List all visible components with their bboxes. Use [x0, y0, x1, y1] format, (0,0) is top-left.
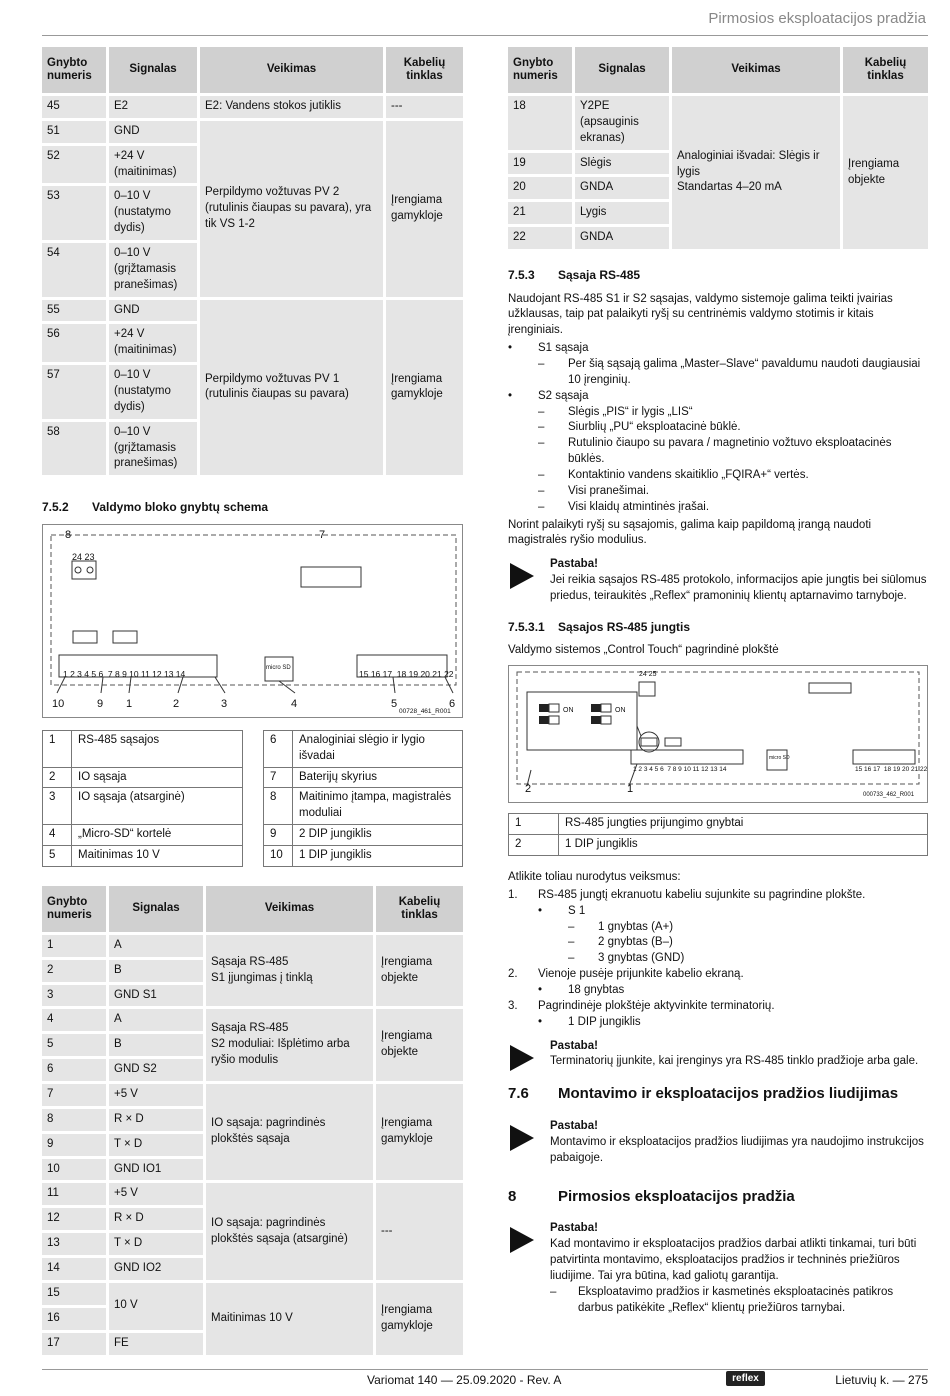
callout-5: 5 — [391, 697, 398, 710]
list-item: • S 1 — [538, 904, 586, 917]
cell: 15 — [42, 1283, 106, 1305]
paragraph: Norint palaikyti ryšį su sąsajomis, galima kaip papildomą įrangą naudoti magistralės ryšio modulius. — [508, 518, 872, 547]
cell-group: Įrengiama gamykloje — [376, 1084, 463, 1180]
cell: 2 — [42, 960, 106, 982]
cell: 0–10 V (grįžtamasis pranešimas) — [109, 422, 197, 476]
list-item: – Siurblių „PU“ eksploatacinė būklė. — [538, 421, 741, 434]
cell: 3 — [42, 985, 106, 1007]
cell: 5 — [43, 846, 72, 867]
cell: GND S2 — [109, 1059, 203, 1081]
cell: 0–10 V (nustatymo dydis) — [109, 186, 197, 240]
cell: T × D — [109, 1134, 203, 1156]
cell: 6 — [42, 1059, 106, 1081]
gap — [243, 846, 264, 867]
cell: 11 — [42, 1183, 106, 1205]
cell: 12 — [42, 1208, 106, 1230]
cell: 16 — [42, 1308, 106, 1330]
cell-group: --- — [376, 1183, 463, 1279]
cell: 1 — [42, 935, 106, 957]
cell: 55 — [42, 300, 106, 322]
th-function: Veikimas — [200, 47, 383, 93]
cell: +24 V (maitinimas) — [109, 146, 197, 184]
cell: 9 — [264, 825, 293, 846]
note-arrow-icon — [510, 1227, 534, 1253]
cell: Maitinimo įtampa, magistralės moduliai — [293, 788, 463, 825]
cell-group: Įrengiama gamykloje — [376, 1283, 463, 1355]
list-item: – Kontaktinio vandens skaitiklio „FQIRA+“ vertės. — [538, 469, 809, 482]
cell-group: IO sąsaja: pagrindinės plokštės sąsaja (atsarginė) — [206, 1183, 373, 1279]
paragraph: Valdymo sistemos „Control Touch“ pagrindinė plokštė — [508, 644, 779, 657]
list-item: • S1 sąsaja — [508, 342, 589, 355]
footer-page: Lietuvių k. — 275 — [835, 1373, 928, 1387]
cell: Y2PE (apsauginis ekranas) — [575, 96, 669, 150]
cell: 10 — [264, 846, 293, 867]
callout-6: 6 — [449, 697, 456, 710]
cell: 1 — [43, 730, 72, 767]
terminal-table-1-17 — [39, 883, 466, 1358]
cell: 8 — [42, 1109, 106, 1131]
drawing-code: 000733_462_R001 — [863, 792, 915, 799]
cell: 1 DIP jungiklis — [293, 846, 463, 867]
cell: FE — [109, 1333, 203, 1355]
cell: GNDA — [575, 227, 669, 249]
cell-group: Maitinimas 10 V — [206, 1283, 373, 1355]
cell: 2 — [43, 767, 72, 788]
cell: „Micro-SD“ kortelė — [72, 825, 243, 846]
list-item: – 3 gnybtas (GND) — [568, 952, 685, 965]
dip-on-label: ON — [615, 707, 626, 715]
cell: 13 — [42, 1233, 106, 1255]
left-column — [42, 47, 463, 1355]
list-item: • 18 gnybtas — [538, 984, 625, 997]
section-7-6: 7.6 Montavimo ir eksploatacijos pradžios liudijimas — [508, 1085, 899, 1103]
cell: 51 — [42, 121, 106, 143]
list-item: – Visi klaidų atmintinės įrašai. — [538, 500, 710, 513]
th-cable: Kabelių tinklas — [843, 47, 928, 93]
running-header: Pirmosios eksploatacijos pradžia — [708, 10, 926, 27]
callout-2: 2 — [525, 783, 532, 796]
note-box: Pastaba! Jei reikia sąsajos RS-485 protokolo, informacijos apie jungtis bei siūlomus priedus, teiraukitės „Reflex“ pramoninių klientų aptarnavimo tarnyboje. — [508, 557, 928, 605]
list-item: – 1 gnybtas (A+) — [568, 920, 674, 933]
section-7-5-3-1: 7.5.3.1 Sąsajos RS-485 jungtis — [508, 619, 691, 634]
cell: E2: Vandens stokos jutiklis — [200, 96, 383, 118]
cell: 19 — [508, 153, 572, 175]
list-item: – Eksploatavimo pradžios ir kasmetinės eksploatacinės patikros darbus patikėkite „Reflex“ klientų priežiūros tarnybai. — [550, 1285, 894, 1314]
cell-group: Įrengiama objekte — [376, 1009, 463, 1081]
note-arrow-icon — [510, 1045, 534, 1071]
cell-pv2: Perpildymo vožtuvas PV 2 (rutulinis čiaupas su pavara), yra tik VS 1-2 — [200, 121, 383, 297]
cell-10v: 10 V — [109, 1283, 203, 1330]
list-item: – Per šią sąsają galima „Master–Slave“ pavaldumu naudoti daugiausiai 10 įrenginių. — [538, 358, 921, 386]
cell: +5 V — [109, 1084, 203, 1106]
cell: 7 — [42, 1084, 106, 1106]
cell: R × D — [109, 1109, 203, 1131]
th-signal: Signalas — [575, 47, 669, 93]
cell: 6 — [264, 730, 293, 767]
note-box: Pastaba! Montavimo ir eksploatacijos pradžios liudijimas yra naudojimo instrukcijos pabaigoje. — [508, 1119, 928, 1167]
drawing-code: 00728_461_R001 — [399, 707, 451, 715]
cell: GNDA — [575, 177, 669, 199]
cell: 58 — [42, 422, 106, 476]
cell: 45 — [42, 96, 106, 118]
cell: Lygis — [575, 202, 669, 224]
cell: Maitinimas 10 V — [72, 846, 243, 867]
cell-factory: Įrengiama gamykloje — [386, 300, 463, 476]
th-terminal: Gnybto numeris — [42, 47, 106, 93]
list-item: – Visi pranešimai. — [538, 484, 649, 497]
cell: 18 — [508, 96, 572, 150]
th-function: Veikimas — [672, 47, 840, 93]
cell: --- — [386, 96, 463, 118]
cell: 53 — [42, 186, 106, 240]
gap — [243, 788, 264, 825]
rs485-diagram — [508, 665, 928, 803]
cell: 2 DIP jungiklis — [293, 825, 463, 846]
paragraph: Naudojant RS-485 S1 ir S2 sąsajas, valdymo sistemoje galima teikti įvairias užklausas, taip pat palaikyti ryšį su centrinėmis valdymo stotimis ir kitais įrenginiais. — [508, 292, 893, 337]
cell: A — [109, 935, 203, 957]
cell: GND S1 — [109, 985, 203, 1007]
reflex-logo: reflex — [726, 1371, 765, 1386]
cell: 0–10 V (nustatymo dydis) — [109, 365, 197, 419]
dip-on-label: ON — [563, 707, 574, 715]
list-item: – Rutulinio čiaupo su pavara / magnetinio vožtuvo eksploatacinės būklės. — [538, 437, 892, 466]
analog-desc: Analoginiai išvadai: Slėgis ir lygis — [677, 149, 820, 178]
cell: 22 — [508, 227, 572, 249]
sd-card-icon: micro SD — [769, 755, 790, 762]
cell: A — [109, 1009, 203, 1031]
cell-site: Įrengiama objekte — [843, 96, 928, 249]
th-function: Veikimas — [206, 886, 373, 932]
th-cable: Kabelių tinklas — [376, 886, 463, 932]
gap — [243, 825, 264, 846]
note-arrow-icon — [510, 1125, 534, 1151]
cell: T × D — [109, 1233, 203, 1255]
callout-10: 10 — [52, 697, 65, 710]
gap — [243, 730, 264, 767]
list-item: • 1 DIP jungiklis — [538, 1015, 641, 1028]
terminal-table-45-58 — [39, 44, 466, 478]
cell-group: IO sąsaja: pagrindinės plokštės sąsaja — [206, 1084, 373, 1180]
cell: 4 — [43, 825, 72, 846]
cell: 21 — [508, 202, 572, 224]
callout-4: 4 — [291, 697, 298, 710]
cell: Slėgis — [575, 153, 669, 175]
terminal-numbers-left: 1 2 3 4 5 6 7 8 9 10 11 12 13 14 — [63, 668, 186, 679]
legend-table-1 — [42, 730, 463, 867]
label-8: 8 — [65, 528, 72, 541]
cell-group: Sąsaja RS-485 S2 moduliai: Išplėtimo arba ryšio modulis — [206, 1009, 373, 1081]
cell: 20 — [508, 177, 572, 199]
cell: 52 — [42, 146, 106, 184]
cell: 4 — [42, 1009, 106, 1031]
cell: 17 — [42, 1333, 106, 1355]
cell: 2 — [509, 835, 559, 856]
callout-3: 3 — [221, 697, 228, 710]
cell: 0–10 V (grįžtamasis pranešimas) — [109, 243, 197, 297]
cell: +5 V — [109, 1183, 203, 1205]
paragraph: Atlikite toliau nurodytus veiksmus: — [508, 871, 681, 884]
step-1: 1. RS-485 jungtį ekranuotu kabeliu sujunkite su pagrindine plokšte. — [508, 888, 866, 901]
step-2: 2. Vienoje pusėje prijunkite kabelio ekraną. — [508, 968, 744, 981]
cell: IO sąsaja (atsarginė) — [72, 788, 243, 825]
cell: 54 — [42, 243, 106, 297]
cell: Baterijų skyrius — [293, 767, 463, 788]
cell: +24 V (maitinimas) — [109, 324, 197, 362]
cell: E2 — [109, 96, 197, 118]
terminal-numbers-left: 1 2 3 4 5 6 7 8 9 10 11 12 13 14 — [633, 766, 727, 774]
cell-group: Įrengiama objekte — [376, 935, 463, 1007]
cell: B — [109, 960, 203, 982]
note-box: Pastaba! Terminatorių įjunkite, kai įrenginys yra RS-485 tinklo pradžioje arba gale. — [508, 1039, 928, 1071]
th-signal: Signalas — [109, 886, 203, 932]
cell: GND IO2 — [109, 1258, 203, 1280]
cell: RS-485 jungties prijungimo gnybtai — [559, 814, 928, 835]
callout-1: 1 — [126, 697, 133, 710]
cell-factory: Įrengiama gamykloje — [386, 121, 463, 297]
cell-group: Sąsaja RS-485 S1 įjungimas į tinklą — [206, 935, 373, 1007]
cell: 1 DIP jungiklis — [559, 835, 928, 856]
cell: 7 — [264, 767, 293, 788]
cell: 9 — [42, 1134, 106, 1156]
cell: 14 — [42, 1258, 106, 1280]
label-24-25: 24 25 — [639, 671, 657, 679]
cell: GND — [109, 121, 197, 143]
th-terminal: Gnybto numeris — [508, 47, 572, 93]
cell: 8 — [264, 788, 293, 825]
section-7-5-3: 7.5.3 Sąsaja RS-485 — [508, 268, 641, 283]
section-8: 8 Pirmosios eksploatacijos pradžia — [508, 1187, 795, 1205]
cell: 1 — [509, 814, 559, 835]
cell: IO sąsaja — [72, 767, 243, 788]
terminal-numbers-right: 15 16 17 18 19 20 21 22 — [855, 766, 928, 774]
terminal-diagram — [42, 524, 463, 718]
footer-rule — [42, 1369, 928, 1370]
cell: GND IO1 — [109, 1159, 203, 1181]
list-item: – Slėgis „PIS“ ir lygis „LIS“ — [538, 405, 693, 418]
sd-card-icon: micro SD — [266, 664, 291, 671]
callout-1: 1 — [627, 783, 634, 796]
cell: GND — [109, 300, 197, 322]
label-7: 7 — [319, 528, 326, 541]
gap — [243, 767, 264, 788]
note-box: Pastaba! Kad montavimo ir eksploatacijos pradžios darbai atlikti tinkamai, turi būti patvirtinta montavimo, eksploatacijos pradžios ir techninės priežiūros liudijime. Tai yra būtina, kad galiotų garantija. – Eksploatavimo pradžios ir kasmetinės eksploatacinės patikros darbus patikėkite „Reflex“ klientų priežiūros tarnybai. — [508, 1221, 928, 1316]
terminal-board-drawing — [43, 525, 462, 717]
cell: RS-485 sąsajos — [72, 730, 243, 767]
analog-std: Standartas 4–20 mA — [677, 181, 782, 194]
cell: 3 — [43, 788, 72, 825]
right-column — [508, 47, 928, 1324]
cell: 10 — [42, 1159, 106, 1181]
terminal-numbers-right: 15 16 17 18 19 20 21 22 — [359, 668, 454, 679]
list-item: – 2 gnybtas (B–) — [568, 936, 673, 949]
section-7-5-2: 7.5.2 Valdymo bloko gnybtų schema — [42, 500, 269, 515]
cell-pv1: Perpildymo vožtuvas PV 1 (rutulinis čiaupas su pavara) — [200, 300, 383, 476]
callout-2: 2 — [173, 697, 180, 710]
cell: 57 — [42, 365, 106, 419]
terminal-table-18-22 — [505, 44, 931, 252]
label-24-23: 24 23 — [72, 551, 95, 562]
cell: R × D — [109, 1208, 203, 1230]
list-item: • S2 sąsaja — [508, 389, 589, 402]
mainboard-drawing — [509, 666, 927, 802]
th-terminal: Gnybto numeris — [42, 886, 106, 932]
footer-doc: Variomat 140 — 25.09.2020 - Rev. A — [367, 1373, 562, 1387]
header-rule — [42, 35, 928, 36]
step-3: 3. Pagrindinėje plokštėje aktyvinkite terminatorių. — [508, 999, 775, 1012]
cell: 56 — [42, 324, 106, 362]
th-signal: Signalas — [109, 47, 197, 93]
note-arrow-icon — [510, 563, 534, 589]
legend-table-2 — [508, 813, 928, 856]
cell: Analoginiai slėgio ir lygio išvadai — [293, 730, 463, 767]
cell: 5 — [42, 1034, 106, 1056]
cell-analog — [672, 96, 840, 249]
cell: B — [109, 1034, 203, 1056]
th-cable: Kabelių tinklas — [386, 47, 463, 93]
callout-9: 9 — [97, 697, 104, 710]
